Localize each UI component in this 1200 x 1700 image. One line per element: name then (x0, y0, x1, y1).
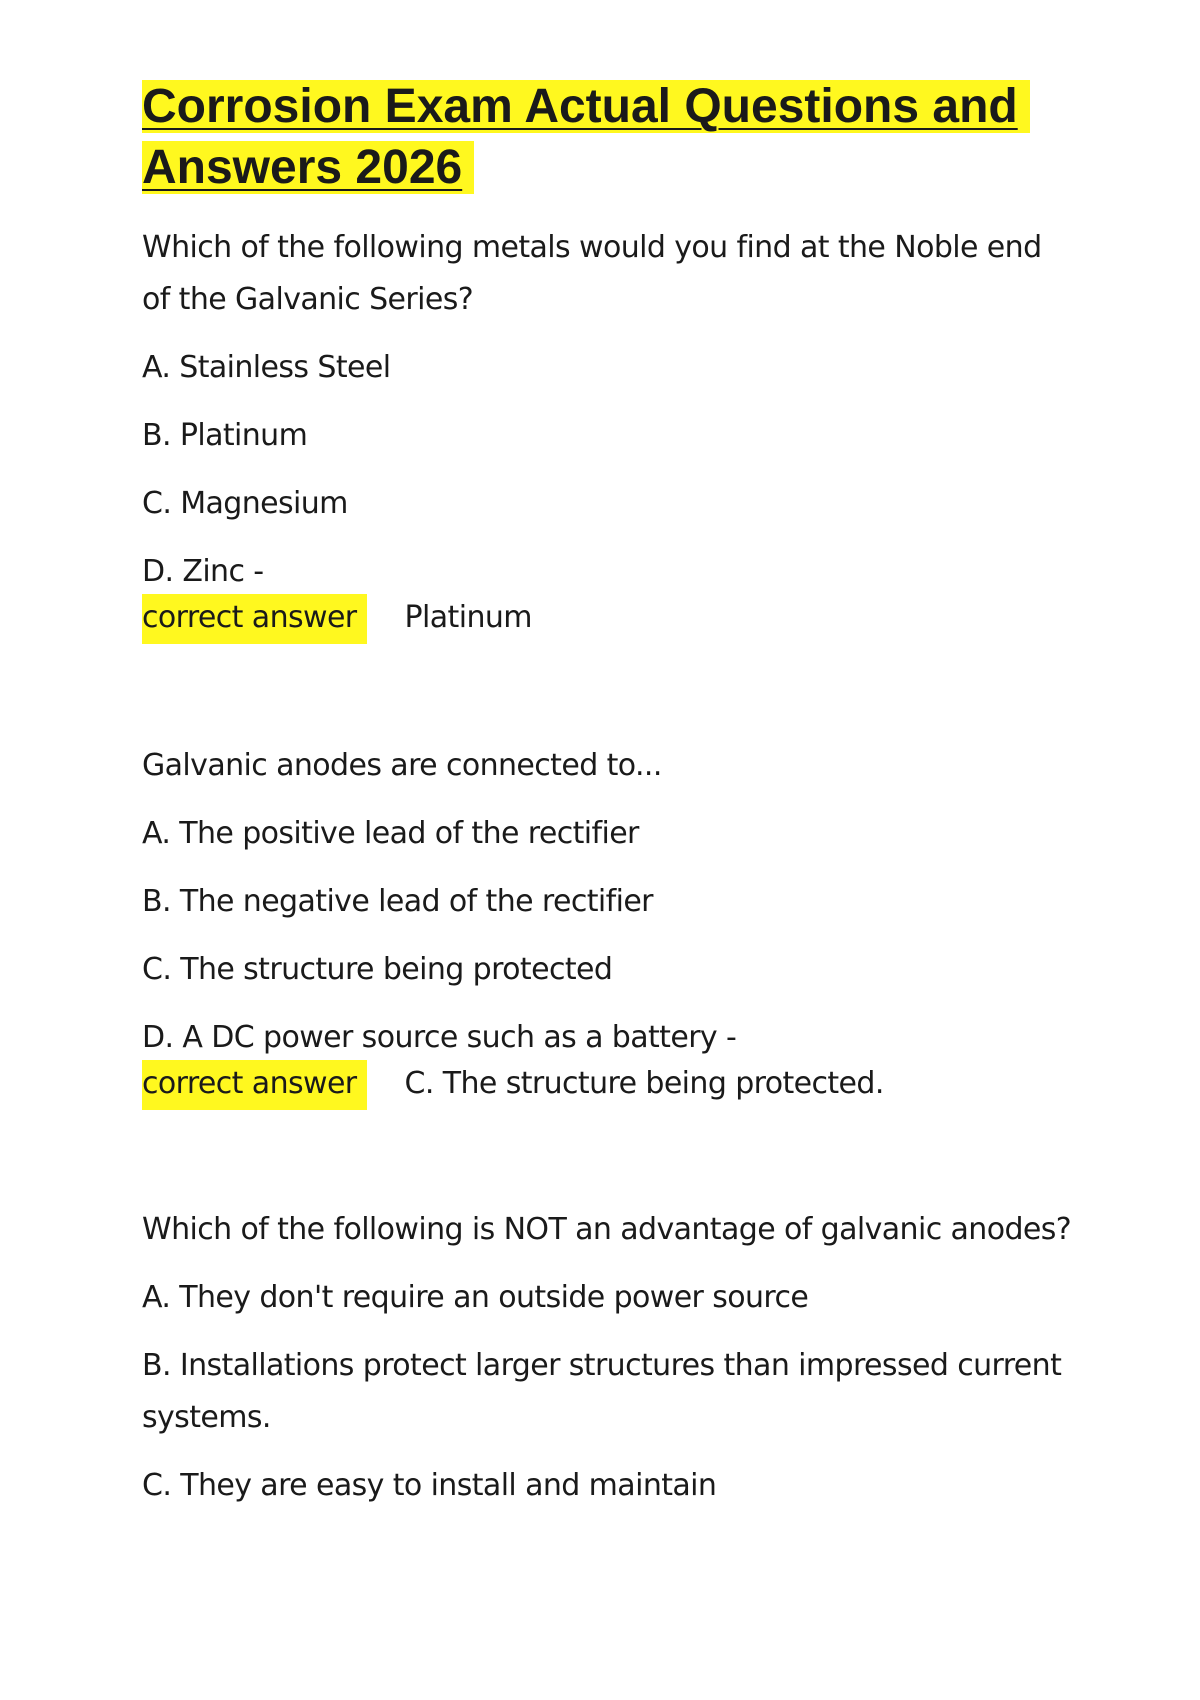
option-a: A. They don't require an outside power source (142, 1280, 809, 1315)
option-c: C. Magnesium (142, 486, 348, 521)
option-a: A. The positive lead of the rectifier (142, 816, 639, 851)
correct-answer-value: Platinum (404, 600, 532, 635)
option-d: D. A DC power source such as a battery - (142, 1020, 737, 1055)
document-page (142, 76, 1072, 1512)
answer-row (142, 1058, 1072, 1110)
correct-answer-label: correct answer (142, 594, 367, 644)
option-b: B. The negative lead of the rectifier (142, 884, 653, 919)
question-1 (142, 222, 1072, 644)
correct-answer-value: C. The structure being protected. (404, 1066, 884, 1101)
document-title-text: Corrosion Exam Actual Questions and Answers 2026 (142, 80, 1030, 194)
question-text: Which of the following metals would you find at the Noble end of the Galvanic Series? (142, 230, 1042, 317)
option-b: B. Platinum (142, 418, 308, 453)
question-text: Galvanic anodes are connected to... (142, 748, 662, 783)
question-3 (142, 1204, 1072, 1512)
option-a: A. Stainless Steel (142, 350, 391, 385)
option-d: D. Zinc - (142, 554, 264, 589)
option-b: B. Installations protect larger structures than impressed current systems. (142, 1348, 1062, 1435)
option-c: C. They are easy to install and maintain (142, 1468, 717, 1503)
answer-row (142, 592, 1072, 644)
question-text: Which of the following is NOT an advantage of galvanic anodes? (142, 1212, 1072, 1247)
question-2 (142, 740, 1072, 1110)
option-c: C. The structure being protected (142, 952, 613, 987)
document-title (142, 76, 1072, 198)
correct-answer-label: correct answer (142, 1060, 367, 1110)
